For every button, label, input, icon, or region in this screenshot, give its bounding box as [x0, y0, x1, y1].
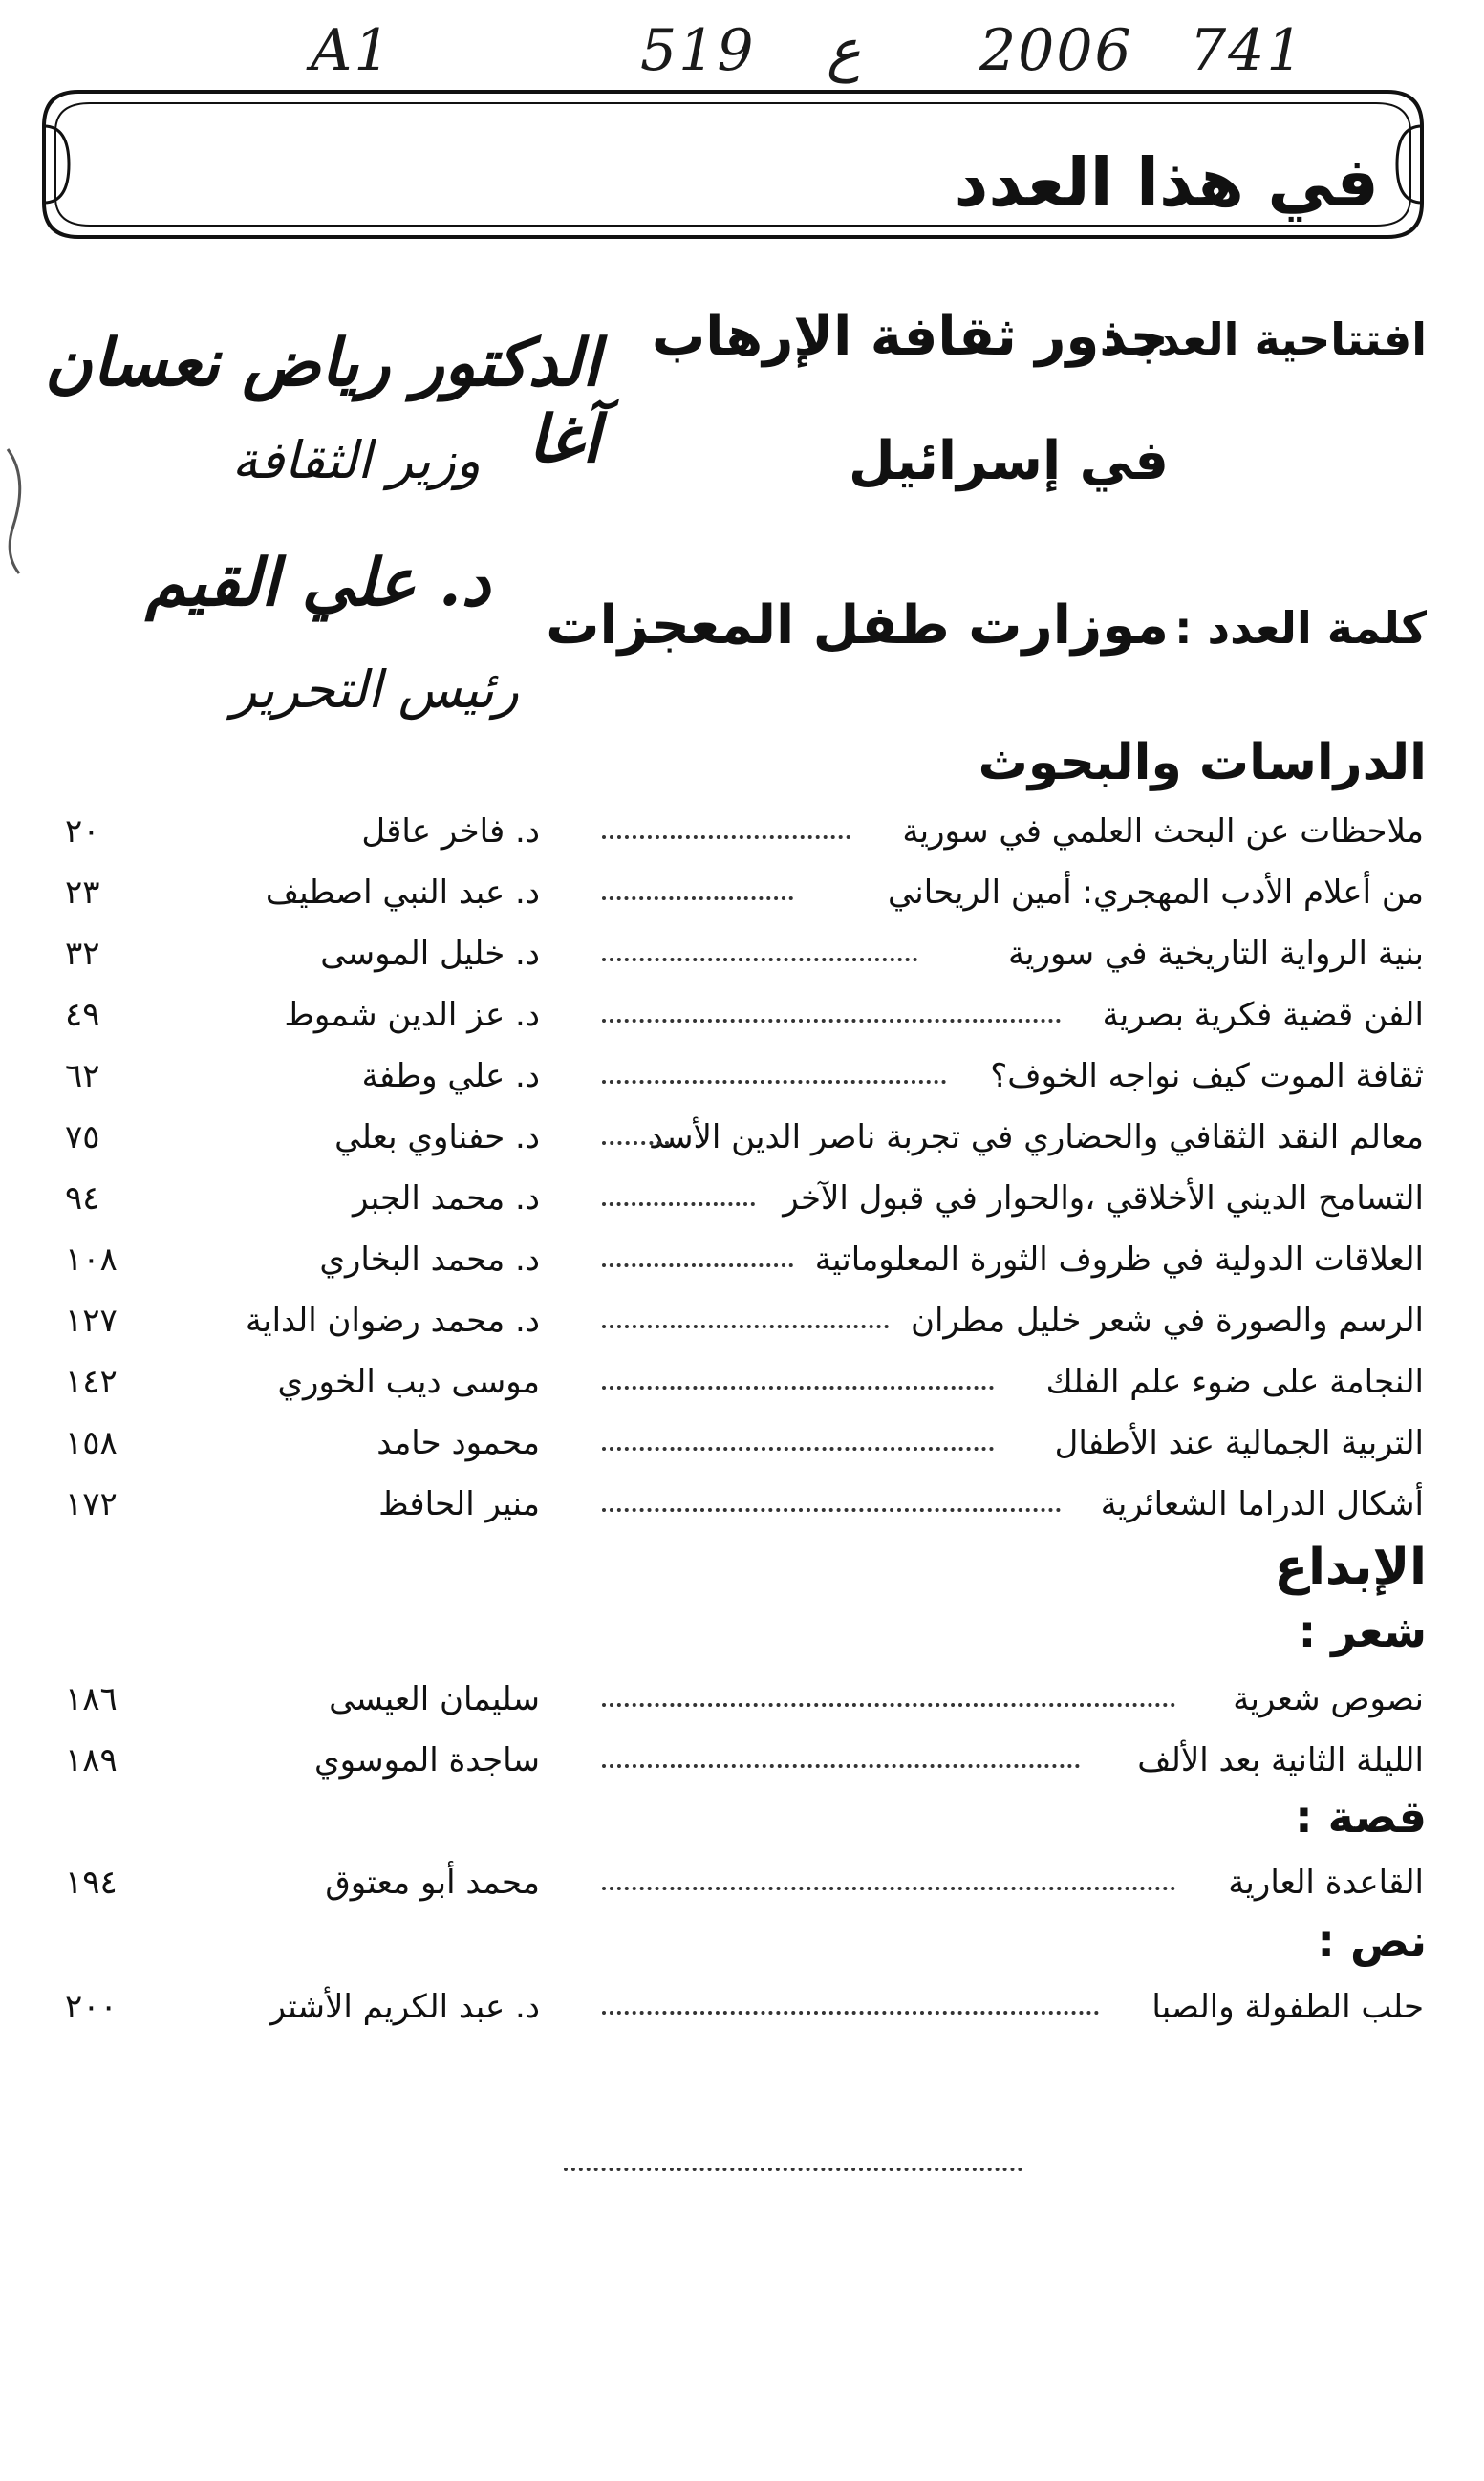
leader-dots	[602, 1887, 1175, 1890]
leader-dots	[602, 1703, 1175, 1707]
editorial-label: كلمة العدد :	[1174, 602, 1427, 654]
toc-row[interactable]	[38, 996, 1424, 1049]
toc-page: ٦٢	[65, 1057, 100, 1095]
leader-dots	[602, 2011, 1099, 2015]
toc-row[interactable]	[38, 1988, 1424, 2041]
toc-title: الرسم والصورة في شعر خليل مطران	[910, 1302, 1424, 1340]
leader-dots	[602, 835, 850, 839]
toc-row[interactable]	[38, 935, 1424, 988]
toc-row[interactable]	[38, 1240, 1424, 1294]
toc-author: د. علي وطفة	[361, 1057, 540, 1095]
toc-row[interactable]	[38, 1118, 1424, 1172]
toc-page: ١٤٢	[65, 1363, 118, 1401]
toc-title: النجامة على ضوء علم الفلك	[1045, 1363, 1424, 1401]
toc-title: التسامح الديني الأخلاقي ،والحوار في قبول الآخر	[783, 1179, 1424, 1218]
toc-title: بنية الرواية التاريخية في سورية	[1007, 935, 1424, 973]
toc-page: ١٨٩	[65, 1741, 118, 1780]
toc-author: سليمان العيسى	[329, 1680, 540, 1718]
toc-page: ٩٤	[65, 1179, 100, 1218]
toc-page: ١٢٧	[65, 1302, 118, 1340]
toc-row[interactable]	[38, 874, 1424, 927]
toc-author: محمود حامد	[376, 1424, 540, 1462]
toc-author: د. فاخر عاقل	[361, 812, 540, 851]
toc-title: الليلة الثانية بعد الألف	[1137, 1741, 1424, 1780]
toc-row[interactable]	[38, 1424, 1424, 1478]
studies-heading: الدراسات والبحوث	[978, 734, 1427, 791]
toc-row[interactable]	[38, 1057, 1424, 1111]
toc-author: منير الحافظ	[378, 1485, 540, 1523]
leader-dots	[602, 1263, 793, 1267]
opening-title-line1: جذور ثقافة الإرهاب	[652, 306, 1169, 368]
toc-row[interactable]	[38, 1485, 1424, 1539]
toc-title: التربية الجمالية عند الأطفال	[1054, 1424, 1424, 1462]
toc-author: د. خليل الموسى	[320, 935, 540, 973]
toc-row[interactable]	[38, 812, 1424, 866]
toc-author: د. حفناوي بعلي	[334, 1118, 540, 1156]
toc-row[interactable]	[38, 1302, 1424, 1355]
toc-row[interactable]	[38, 1741, 1424, 1795]
toc-page: ٢٣	[65, 874, 100, 912]
toc-author: د. محمد رضوان الداية	[245, 1302, 540, 1340]
leader-dots	[602, 1386, 994, 1390]
toc-author: د. عز الدين شموط	[284, 996, 540, 1034]
editorial-signature-role: رئيس التحرير	[231, 659, 519, 720]
toc-author: ساجدة الموسوي	[313, 1741, 540, 1780]
leader-dots	[602, 896, 793, 900]
toc-title: الفن قضية فكرية بصرية	[1102, 996, 1424, 1034]
toc-title: حلب الطفولة والصبا	[1151, 1988, 1424, 2026]
poetry-label: شعر :	[1298, 1606, 1427, 1657]
toc-title: ثقافة الموت كيف نواجه الخوف؟	[990, 1057, 1424, 1095]
annotation-year: 2006	[979, 17, 1133, 84]
toc-page: ١٩٤	[65, 1864, 118, 1902]
leader-dots	[602, 1019, 1061, 1023]
opening-signature-name: الدكتور رياض نعسان آغا	[44, 325, 600, 478]
text-label: نص :	[1317, 1915, 1427, 1967]
toc-title: ملاحظات عن البحث العلمي في سورية	[902, 812, 1424, 851]
toc-page: ١٠٨	[65, 1240, 118, 1279]
toc-page: ١٥٨	[65, 1424, 118, 1462]
toc-row[interactable]	[38, 1179, 1424, 1233]
toc-title: أشكال الدراما الشعائرية	[1100, 1485, 1424, 1523]
creativity-heading: الإبداع	[1274, 1539, 1427, 1596]
leader-dots	[602, 1764, 1080, 1768]
toc-title: نصوص شعرية	[1233, 1680, 1424, 1718]
toc-author: د. محمد البخاري	[319, 1240, 540, 1279]
toc-page: ١٨٦	[65, 1680, 118, 1718]
annotation-code: A1	[311, 17, 393, 84]
toc-row[interactable]	[38, 1680, 1424, 1734]
toc-page: ٢٠٠	[65, 1988, 118, 2026]
toc-title: العلاقات الدولية في ظروف الثورة المعلوماتية	[814, 1240, 1424, 1279]
toc-title: من أعلام الأدب المهجري: أمين الريحاني	[887, 874, 1424, 912]
toc-author: موسى ديب الخوري	[277, 1363, 540, 1401]
editorial-signature-name: د. علي القيم	[145, 545, 490, 621]
toc-author: د. عبد النبي اصطيف	[265, 874, 540, 912]
toc-page: ١٧٢	[65, 1485, 118, 1523]
opening-label: افتتاحية العدد :	[1101, 313, 1427, 365]
annotation-letter: ع	[827, 17, 861, 84]
leader-dots	[602, 1508, 1061, 1512]
banner-title: في هذا العدد	[954, 143, 1379, 222]
story-label: قصة :	[1295, 1791, 1427, 1843]
leader-dots	[602, 1325, 889, 1328]
toc-row[interactable]	[38, 1363, 1424, 1416]
toc-row[interactable]	[38, 1864, 1424, 1917]
leader-dots	[602, 958, 917, 961]
annotation-ref: 741	[1190, 17, 1305, 84]
toc-page: ٧٥	[65, 1118, 100, 1156]
opening-signature-role: وزير الثقافة	[231, 430, 481, 490]
leader-dots	[602, 1447, 994, 1451]
toc-author: د. عبد الكريم الأشتر	[269, 1988, 540, 2026]
toc-title: معالم النقد الثقافي والحضاري في تجربة ناصر الدين الأسد	[649, 1118, 1424, 1156]
leader-dots	[602, 1141, 669, 1145]
toc-page: ٣٢	[65, 935, 100, 973]
toc-page: ٤٩	[65, 996, 100, 1034]
toc-page: ٢٠	[65, 812, 100, 851]
leader-dots	[602, 1080, 946, 1084]
footer-separator	[564, 2168, 1022, 2171]
opening-title-line2: في إسرائيل	[849, 430, 1169, 492]
annotation-number: 519	[640, 17, 756, 84]
editorial-title: موزارت طفل المعجزات	[546, 594, 1169, 657]
leader-dots	[602, 1202, 755, 1206]
toc-title: القاعدة العارية	[1228, 1864, 1424, 1902]
toc-author: د. محمد الجبر	[353, 1179, 540, 1218]
toc-author: محمد أبو معتوق	[325, 1864, 540, 1902]
